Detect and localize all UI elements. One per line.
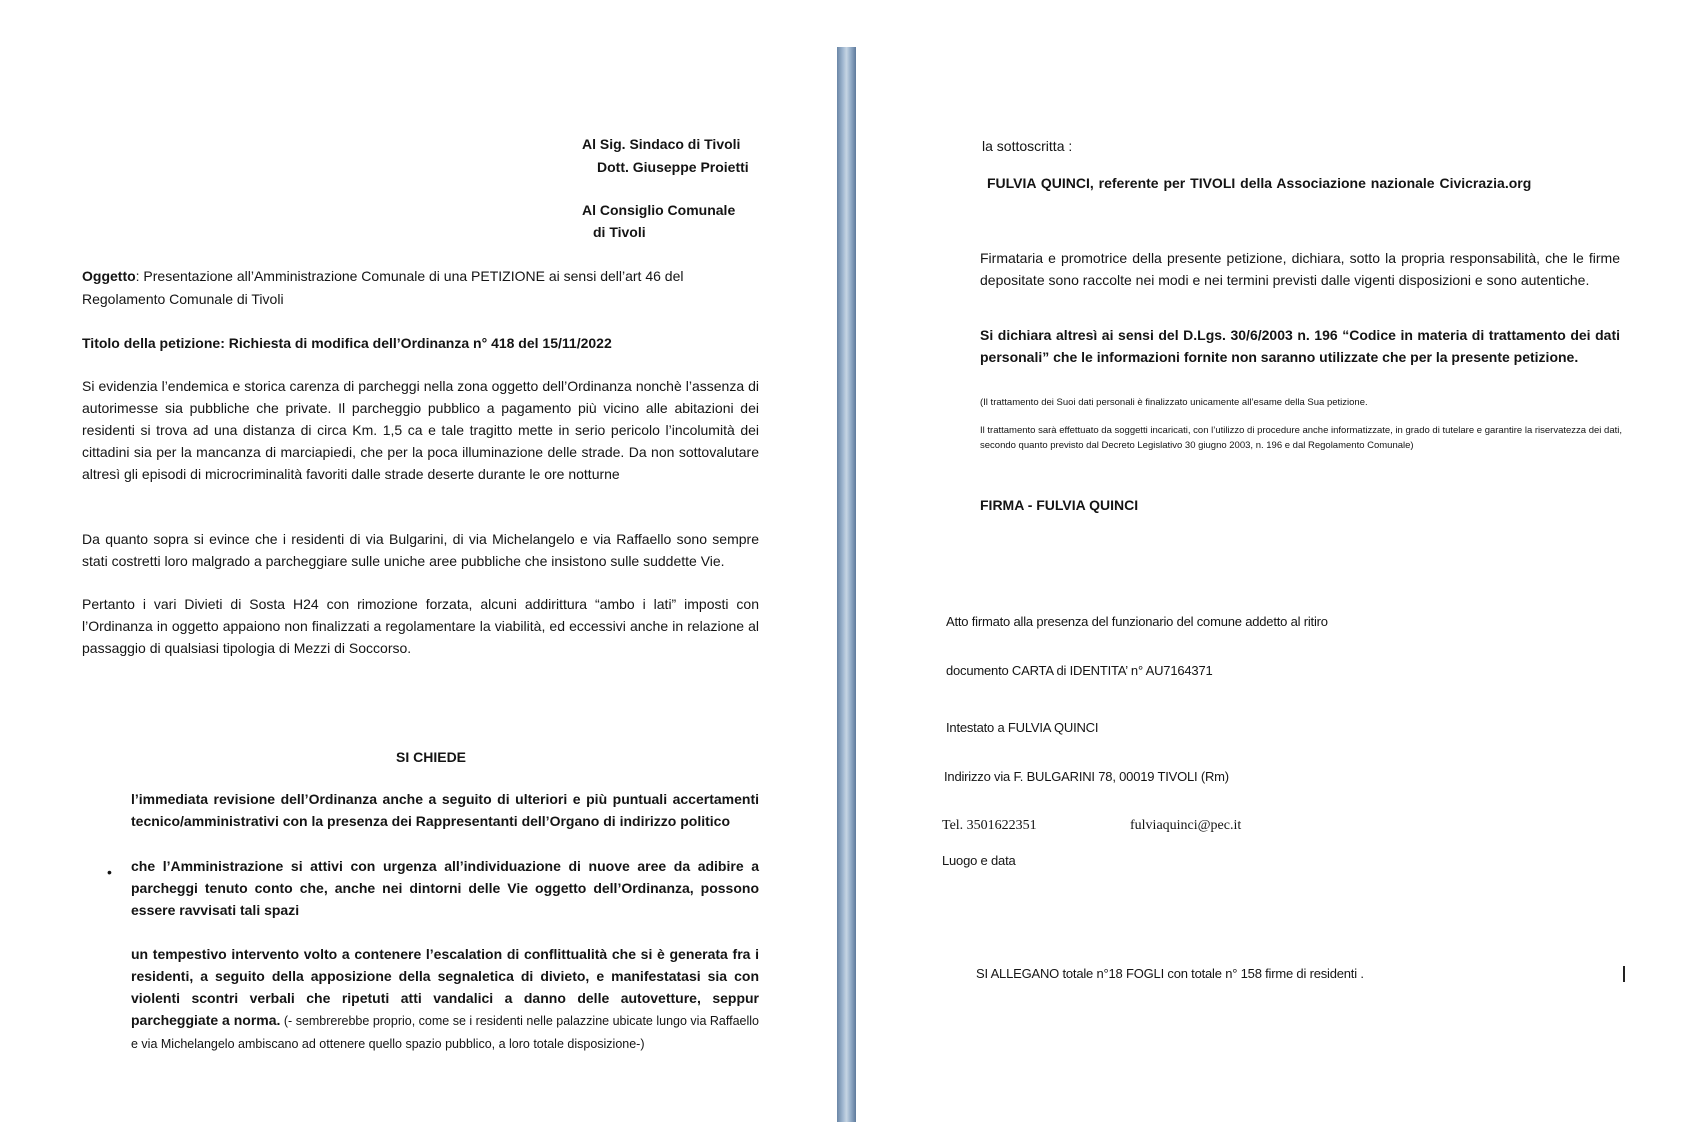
si-chiede-heading: SI CHIEDE: [396, 749, 467, 765]
referent-line: FULVIA QUINCI, referente per TIVOLI della Associazione nazionale Civicrazia.org: [987, 175, 1532, 191]
attachments-line: SI ALLEGANO totale n°18 FOGLI con totale n° 158 firme di residenti .: [976, 966, 1364, 981]
right-page: [858, 0, 1689, 1135]
declaration-paragraph: Firmataria e promotrice della presente petizione, dichiara, sotto la propria responsabilità, che le firme depositate sono raccolte nei modi e nei termini previsti dalle vigenti disposizioni e sono autentiche.: [980, 250, 1620, 288]
addressee-mayor: Al Sig. Sindaco di Tivoli: [582, 136, 741, 152]
request-intervention-note: (- sembrerebbe proprio, come se i residenti nelle palazzine ubicate lungo via Raffaello e via Michelangelo ambiscano ad ottenere quello spazio pubblico, a loro totale disposizione-): [131, 1014, 759, 1051]
email-line: fulviaquinci@pec.it: [1130, 818, 1242, 833]
addressee-council-place: di Tivoli: [593, 224, 646, 240]
paragraph-no-parking: Pertanto i vari Divieti di Sosta H24 con rimozione forzata, alcuni addirittura “ambo i lati” imposti con l’Ordinanza in oggetto appaiono non finalizzati a regolamentare la viabilità, ed eccessivi anche in relazione al passaggio di qualsiasi tipologia di Mezzi di Soccorso.: [82, 596, 759, 656]
addressee-mayor-name: Dott. Giuseppe Proietti: [597, 159, 749, 175]
subject-text: : Presentazione all’Amministrazione Comunale di una PETIZIONE ai sensi dell’art 46 del: [135, 268, 684, 284]
paragraph-parking-shortage: Si evidenzia l’endemica e storica carenza di parcheggi nella zona oggetto dell’Ordinanza nonchè l’assenza di autorimesse sia pubbliche che private. Il parcheggio pubblico a pagamento più vicino alle abitazioni dei residenti si trova ad una distanza di circa Km. 1,5 ca e tale tragitto mette in serio pericolo l’incolumità dei cittadini sia per la mancanza di marciapiedi, che per la poca illuminazione delle strade. Da non sottovalutare altresì gli episodi di microcriminalità favoriti dalle strade deserte durante le ore notturne: [82, 378, 759, 482]
addressee-council: Al Consiglio Comunale: [582, 202, 736, 218]
paragraph-residents: Da quanto sopra si evince che i residenti di via Bulgarini, di via Michelangelo e via Raffaello sono sempre stati costretti loro malgrado a parcheggiare sulle uniche aree pubbliche che insistono sulle suddette Vie.: [82, 531, 759, 569]
page-divider: [837, 47, 856, 1122]
request-new-areas: che l’Amministrazione si attivi con urgenza all’individuazione di nuove aree da adibire a parcheggi tenuto conto che, anche nei dintorni delle Vie oggetto dell’Ordinanza, possono essere ravvisati tali spazi: [131, 858, 759, 918]
address-line: Indirizzo via F. BULGARINI 78, 00019 TIVOLI (Rm): [944, 769, 1229, 784]
subject-label: Oggetto: [82, 268, 136, 284]
privacy-declaration: Si dichiara altresì ai sensi del D.Lgs. 30/6/2003 n. 196 “Codice in materia di trattamento dei dati personali” che le informazioni fornite non saranno utilizzate che per la presente petizione.: [980, 327, 1620, 365]
text-cursor: [1623, 966, 1625, 982]
petition-title: Titolo della petizione: Richiesta di modifica dell’Ordinanza n° 418 del 15/11/2022: [82, 335, 612, 351]
signature-line: FIRMA - FULVIA QUINCI: [980, 497, 1139, 513]
place-date-line: Luogo e data: [942, 853, 1016, 868]
phone-line: Tel. 3501622351: [942, 818, 1037, 833]
request-intervention: [131, 943, 759, 1055]
request-revision: l’immediata revisione dell’Ordinanza anche a seguito di ulteriori e più puntuali accertamenti tecnico/amministrativi con la presenza dei Rappresentanti dell’Organo di indirizzo politico: [131, 791, 759, 829]
signed-presence-line: Atto firmato alla presenza del funzionario del comune addetto al ritiro: [946, 614, 1328, 629]
undersigned-label: la sottoscritta :: [982, 138, 1073, 154]
privacy-note-1: (Il trattamento dei Suoi dati personali è finalizzato unicamente all’esame della Sua petizione.: [980, 397, 1368, 408]
privacy-note-2: Il trattamento sarà effettuato da soggetti incaricati, con l’utilizzo di procedure anche informatizzate, in grado di tutelare e garantire la riservatezza dei dati, secondo quanto previsto dal Decreto Legislativo 30 giugno 2003, n. 196 e dal Regolamento Comunale): [980, 425, 1622, 451]
left-page: [0, 0, 830, 1135]
subject-line: [82, 265, 683, 287]
bullet-icon: •: [107, 864, 112, 880]
subject-line-2: Regolamento Comunale di Tivoli: [82, 291, 284, 307]
id-document-line: documento CARTA di IDENTITA’ n° AU7164371: [946, 663, 1213, 678]
holder-line: Intestato a FULVIA QUINCI: [946, 720, 1099, 735]
request-intervention-text: un tempestivo intervento volto a contenere l’escalation di conflittualità che si è generata fra i residenti, a seguito della apposizione della segnaletica di divieto, e manifestatasi sia con violenti scontri verbali che ripetuti atti vandalici a danno delle autovetture, seppur parcheggiate a norma.: [131, 946, 759, 1028]
